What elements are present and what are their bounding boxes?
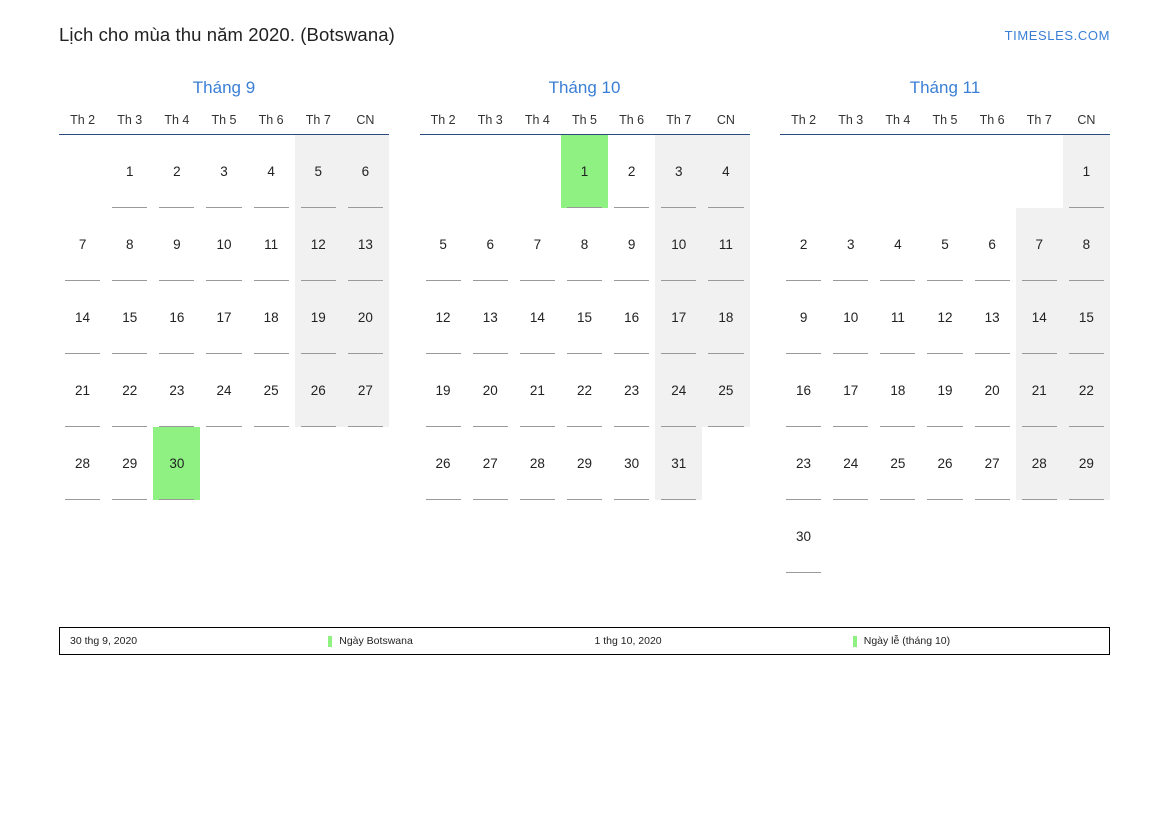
day-cell[interactable] [248,281,295,354]
day-number: 26 [420,427,467,500]
day-cell[interactable] [420,354,467,427]
day-cell[interactable] [1016,427,1063,500]
day-cell[interactable] [200,354,247,427]
day-cell[interactable] [561,281,608,354]
weekday-header: Th 4 [514,112,561,135]
day-number: 25 [874,427,921,500]
day-cell[interactable] [969,354,1016,427]
day-cell[interactable] [342,354,389,427]
day-number [921,500,968,573]
day-number: 17 [827,354,874,427]
month-block [780,78,1110,573]
day-number: 27 [342,354,389,427]
day-cell[interactable] [561,354,608,427]
day-cell[interactable] [153,281,200,354]
day-cell[interactable] [1016,208,1063,281]
week-row [780,500,1110,573]
day-number: 23 [153,354,200,427]
day-number: 3 [200,135,247,208]
day-cell[interactable] [248,208,295,281]
holiday-swatch-icon [328,636,332,647]
day-number: 2 [153,135,200,208]
day-cell[interactable] [561,208,608,281]
day-cell[interactable] [1063,135,1110,209]
day-number: 6 [969,208,1016,281]
day-cell-empty [969,135,1016,209]
weekday-header: Th 3 [106,112,153,135]
day-cell-empty [827,135,874,209]
holiday-swatch-icon [853,636,857,647]
day-cell[interactable] [1063,208,1110,281]
day-number: 15 [1063,281,1110,354]
day-cell[interactable] [655,354,702,427]
day-number: 9 [153,208,200,281]
weekday-header: Th 3 [467,112,514,135]
day-number: 7 [514,208,561,281]
weekday-header: Th 2 [780,112,827,135]
weekday-header: CN [702,112,749,135]
day-cell[interactable] [467,427,514,500]
day-number: 23 [780,427,827,500]
day-cell[interactable] [827,427,874,500]
day-cell[interactable] [200,135,247,209]
day-number: 14 [1016,281,1063,354]
day-cell[interactable] [295,281,342,354]
day-cell-empty [200,427,247,500]
day-number: 26 [295,354,342,427]
week-row [420,427,750,500]
day-cell[interactable] [921,281,968,354]
day-number [780,135,827,208]
weekday-header: Th 4 [153,112,200,135]
day-cell[interactable] [655,135,702,209]
day-number: 12 [420,281,467,354]
day-number: 14 [514,281,561,354]
weekday-header-row [420,112,750,135]
day-cell[interactable] [153,135,200,209]
legend-item [847,628,1109,654]
day-number [921,135,968,208]
day-number [514,135,561,208]
day-number: 30 [780,500,827,573]
day-cell[interactable] [295,135,342,209]
day-number: 21 [1016,354,1063,427]
day-cell[interactable] [467,208,514,281]
day-number: 11 [702,208,749,281]
day-cell[interactable] [780,281,827,354]
day-cell[interactable] [59,354,106,427]
month-grid [59,112,389,500]
day-cell[interactable] [702,354,749,427]
day-cell[interactable] [467,354,514,427]
week-row [780,135,1110,209]
day-cell[interactable] [106,208,153,281]
weekday-header: Th 7 [295,112,342,135]
day-cell[interactable] [106,354,153,427]
day-number: 5 [921,208,968,281]
day-number: 20 [342,281,389,354]
week-row [420,135,750,209]
day-number: 16 [153,281,200,354]
day-cell-empty [1063,500,1110,573]
day-number: 15 [106,281,153,354]
day-number [827,500,874,573]
day-cell[interactable] [248,354,295,427]
day-cell[interactable] [780,427,827,500]
day-number: 24 [200,354,247,427]
week-row [59,354,389,427]
page-title: Lịch cho mùa thu năm 2020. (Botswana) [59,24,395,45]
day-cell-empty [1016,135,1063,209]
day-cell[interactable] [921,354,968,427]
day-cell-empty [780,135,827,209]
page-header [0,20,1169,50]
legend-item [60,628,322,654]
day-cell[interactable] [874,281,921,354]
day-number: 22 [561,354,608,427]
day-cell[interactable] [514,427,561,500]
day-number [1016,500,1063,573]
day-number: 19 [295,281,342,354]
day-cell[interactable] [59,427,106,500]
day-cell-empty [921,135,968,209]
day-number: 28 [59,427,106,500]
day-cell[interactable] [200,208,247,281]
day-cell[interactable] [780,354,827,427]
day-cell[interactable] [342,281,389,354]
day-cell[interactable] [1016,281,1063,354]
day-number: 9 [608,208,655,281]
weekday-header: Th 6 [248,112,295,135]
day-number: 12 [295,208,342,281]
day-number [467,135,514,208]
day-number: 1 [1063,135,1110,208]
day-number: 29 [106,427,153,500]
month-block [420,78,750,573]
weekday-header: Th 5 [921,112,968,135]
month-grid [420,112,750,500]
weekday-header: Th 7 [655,112,702,135]
week-row [59,427,389,500]
day-number: 7 [1016,208,1063,281]
day-number: 27 [467,427,514,500]
day-number [827,135,874,208]
weekday-header: CN [1063,112,1110,135]
day-number: 18 [874,354,921,427]
day-cell[interactable] [827,354,874,427]
day-number: 22 [1063,354,1110,427]
day-cell[interactable] [1016,354,1063,427]
day-cell[interactable] [827,208,874,281]
day-number: 20 [969,354,1016,427]
day-cell-empty [827,500,874,573]
weekday-header-row [59,112,389,135]
day-number: 29 [1063,427,1110,500]
day-number: 8 [561,208,608,281]
weekday-header: Th 4 [874,112,921,135]
day-cell[interactable] [921,208,968,281]
day-number: 7 [59,208,106,281]
week-row [780,208,1110,281]
day-cell[interactable] [827,281,874,354]
day-cell[interactable] [921,427,968,500]
day-cell[interactable] [1063,427,1110,500]
day-cell[interactable] [514,208,561,281]
day-number: 10 [200,208,247,281]
legend-item [322,628,584,654]
day-cell[interactable] [59,208,106,281]
weekday-header: Th 2 [420,112,467,135]
day-cell-empty [921,500,968,573]
day-number: 3 [655,135,702,208]
day-number: 25 [702,354,749,427]
day-number: 22 [106,354,153,427]
day-cell[interactable] [655,427,702,500]
day-cell[interactable] [106,427,153,500]
day-cell[interactable] [106,281,153,354]
day-cell[interactable] [514,354,561,427]
day-cell[interactable] [702,208,749,281]
day-number: 10 [827,281,874,354]
day-number [295,427,342,500]
day-cell-empty [467,135,514,209]
day-number [342,427,389,500]
day-cell[interactable] [608,281,655,354]
day-number [200,427,247,500]
day-cell[interactable] [1063,354,1110,427]
month-grid [780,112,1110,573]
day-cell[interactable] [655,281,702,354]
day-number: 5 [420,208,467,281]
day-number: 2 [608,135,655,208]
legend-label: 1 thg 10, 2020 [594,635,662,647]
legend-bar [59,627,1110,655]
day-number [248,427,295,500]
day-number [874,135,921,208]
day-number: 9 [780,281,827,354]
day-number: 31 [655,427,702,500]
day-number: 14 [59,281,106,354]
week-row [59,135,389,209]
day-number: 24 [655,354,702,427]
day-cell[interactable] [420,208,467,281]
weekday-header-row [780,112,1110,135]
day-cell[interactable] [420,281,467,354]
weekday-header: Th 6 [608,112,655,135]
day-cell[interactable] [248,135,295,209]
day-cell[interactable] [702,135,749,209]
weekday-header: Th 5 [200,112,247,135]
day-number: 21 [514,354,561,427]
day-cell[interactable] [969,208,1016,281]
day-cell[interactable] [780,500,827,573]
week-row [780,427,1110,500]
day-cell-empty [342,427,389,500]
day-cell[interactable] [608,354,655,427]
day-cell[interactable] [608,427,655,500]
months-container [59,78,1110,573]
day-cell-empty [874,135,921,209]
week-row [59,208,389,281]
day-number: 30 [608,427,655,500]
weekday-header: CN [342,112,389,135]
day-number: 12 [921,281,968,354]
day-number [1016,135,1063,208]
day-cell[interactable] [295,354,342,427]
legend-item [585,628,847,654]
day-number: 29 [561,427,608,500]
month-title: Tháng 9 [192,78,256,97]
day-number: 3 [827,208,874,281]
weekday-header: Th 3 [827,112,874,135]
day-cell-empty [514,135,561,209]
weekday-header: Th 2 [59,112,106,135]
day-cell[interactable] [969,427,1016,500]
day-number: 18 [702,281,749,354]
day-number: 1 [106,135,153,208]
day-number: 13 [342,208,389,281]
day-cell[interactable] [59,281,106,354]
day-number [1063,500,1110,573]
legend-label: 30 thg 9, 2020 [70,635,138,647]
day-number [969,500,1016,573]
month-title: Tháng 10 [548,78,621,97]
day-cell-empty [969,500,1016,573]
day-number: 5 [295,135,342,208]
day-cell[interactable] [295,208,342,281]
brand-link[interactable]: TIMESLES.COM [1004,27,1110,43]
day-number: 17 [200,281,247,354]
day-number: 6 [467,208,514,281]
day-number [59,135,106,208]
day-cell-empty [874,500,921,573]
day-cell[interactable] [608,208,655,281]
day-number: 24 [827,427,874,500]
day-number: 1 [561,135,608,208]
weekday-header: Th 6 [969,112,1016,135]
day-number: 13 [969,281,1016,354]
day-number: 4 [874,208,921,281]
day-cell[interactable] [106,135,153,209]
day-number: 4 [248,135,295,208]
day-cell-empty [295,427,342,500]
day-number: 23 [608,354,655,427]
day-number: 10 [655,208,702,281]
day-number: 28 [1016,427,1063,500]
day-cell-empty [420,135,467,209]
day-cell-holiday[interactable] [153,427,200,500]
day-cell[interactable] [1063,281,1110,354]
day-cell[interactable] [514,281,561,354]
day-number [874,500,921,573]
day-number: 13 [467,281,514,354]
day-cell-empty [248,427,295,500]
day-number: 28 [514,427,561,500]
day-cell[interactable] [561,427,608,500]
day-number: 11 [874,281,921,354]
day-number: 27 [969,427,1016,500]
day-number: 6 [342,135,389,208]
day-number: 4 [702,135,749,208]
day-cell-empty [702,427,749,500]
day-cell[interactable] [655,208,702,281]
week-row [420,354,750,427]
day-number: 20 [467,354,514,427]
day-number: 30 [153,427,200,500]
day-cell[interactable] [874,354,921,427]
day-cell[interactable] [467,281,514,354]
day-number: 19 [420,354,467,427]
week-row [420,281,750,354]
day-cell[interactable] [780,208,827,281]
legend-label: Ngày lễ (tháng 10) [863,635,951,647]
day-number: 19 [921,354,968,427]
day-cell[interactable] [608,135,655,209]
weekday-header: Th 7 [1016,112,1063,135]
day-number: 11 [248,208,295,281]
day-number: 16 [608,281,655,354]
month-block [59,78,389,573]
week-row [59,281,389,354]
day-number: 15 [561,281,608,354]
day-cell-empty [59,135,106,209]
day-cell[interactable] [420,427,467,500]
day-cell-holiday[interactable] [561,135,608,209]
day-number: 25 [248,354,295,427]
day-number [969,135,1016,208]
day-cell[interactable] [342,208,389,281]
day-number: 16 [780,354,827,427]
day-number: 8 [106,208,153,281]
day-number [702,427,749,500]
day-number: 17 [655,281,702,354]
month-title: Tháng 11 [909,78,981,97]
day-number: 18 [248,281,295,354]
day-cell[interactable] [200,281,247,354]
day-cell[interactable] [874,427,921,500]
day-number: 2 [780,208,827,281]
week-row [780,281,1110,354]
week-row [420,208,750,281]
day-number: 8 [1063,208,1110,281]
day-cell[interactable] [702,281,749,354]
day-number [420,135,467,208]
day-cell-empty [1016,500,1063,573]
day-number: 21 [59,354,106,427]
day-cell[interactable] [874,208,921,281]
day-cell[interactable] [342,135,389,209]
day-cell[interactable] [153,354,200,427]
weekday-header: Th 5 [561,112,608,135]
week-row [780,354,1110,427]
legend-label: Ngày Botswana [339,635,413,647]
day-cell[interactable] [153,208,200,281]
day-cell[interactable] [969,281,1016,354]
day-number: 26 [921,427,968,500]
